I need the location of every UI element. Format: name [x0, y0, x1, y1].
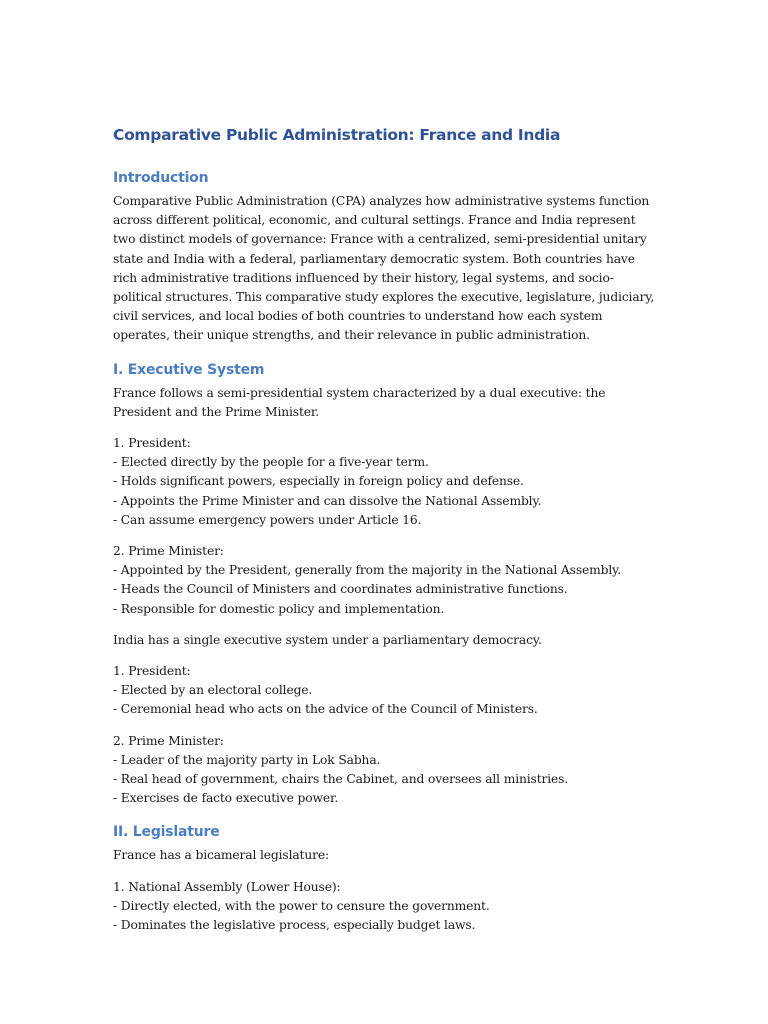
- national-assembly-title: 1. National Assembly (Lower House):: [113, 879, 341, 894]
- heading-introduction: Introduction: [113, 170, 209, 186]
- list-item: - Leader of the majority party in Lok Sabha.: [113, 752, 381, 767]
- india-president-block: [113, 662, 658, 720]
- list-item: - Elected directly by the people for a five-year term.: [113, 455, 429, 470]
- national-assembly-block: [113, 878, 658, 936]
- heading-executive-system: I. Executive System: [113, 361, 265, 378]
- list-item: - Responsible for domestic policy and implementation.: [113, 601, 445, 616]
- india-executive-intro: India has a single executive system under a parliamentary democracy.: [113, 632, 542, 647]
- india-pm-block: [113, 732, 658, 809]
- india-pm-title: 2. Prime Minister:: [113, 733, 224, 748]
- france-pm-block: [113, 542, 658, 619]
- france-legislature-intro: France has a bicameral legislature:: [113, 848, 329, 863]
- list-item: - Holds significant powers, especially in foreign policy and defense.: [113, 474, 524, 489]
- list-item: - Can assume emergency powers under Article 16.: [113, 512, 422, 527]
- list-item: - Heads the Council of Ministers and coordinates administrative functions.: [113, 582, 568, 597]
- document-title: Comparative Public Administration: France and India: [113, 126, 561, 144]
- list-item: - Real head of government, chairs the Cabinet, and oversees all ministries.: [113, 772, 569, 787]
- france-executive-intro: France follows a semi-presidential system characterized by a dual executive: the President and the Prime Minister.: [113, 385, 606, 419]
- heading-legislature: II. Legislature: [113, 824, 220, 841]
- list-item: - Dominates the legislative process, especially budget laws.: [113, 918, 476, 933]
- list-item: - Appoints the Prime Minister and can dissolve the National Assembly.: [113, 493, 542, 508]
- france-president-title: 1. President:: [113, 436, 191, 451]
- document-page: [113, 118, 658, 947]
- list-item: - Exercises de facto executive power.: [113, 791, 339, 806]
- list-item: - Directly elected, with the power to censure the government.: [113, 898, 490, 913]
- france-pm-title: 2. Prime Minister:: [113, 544, 224, 559]
- introduction-paragraph: Comparative Public Administration (CPA) analyzes how administrative systems function across different political, economic, and cultural settings. France and India represent two distinct models of governance: France with a centralized, semi-presidential unitary state and India with a federal, parliamentary democratic system. Both countries have rich administrative traditions influenced by their history, legal systems, and socio-political structures. This comparative study explores the executive, legislature, judiciary, civil services, and local bodies of both countries to understand how each system operates, their unique strengths, and their relevance in public administration.: [113, 194, 655, 343]
- india-president-title: 1. President:: [113, 664, 191, 679]
- france-president-block: [113, 434, 658, 530]
- list-item: - Elected by an electoral college.: [113, 683, 313, 698]
- list-item: - Appointed by the President, generally from the majority in the National Assembly.: [113, 563, 622, 578]
- list-item: - Ceremonial head who acts on the advice of the Council of Ministers.: [113, 702, 538, 717]
